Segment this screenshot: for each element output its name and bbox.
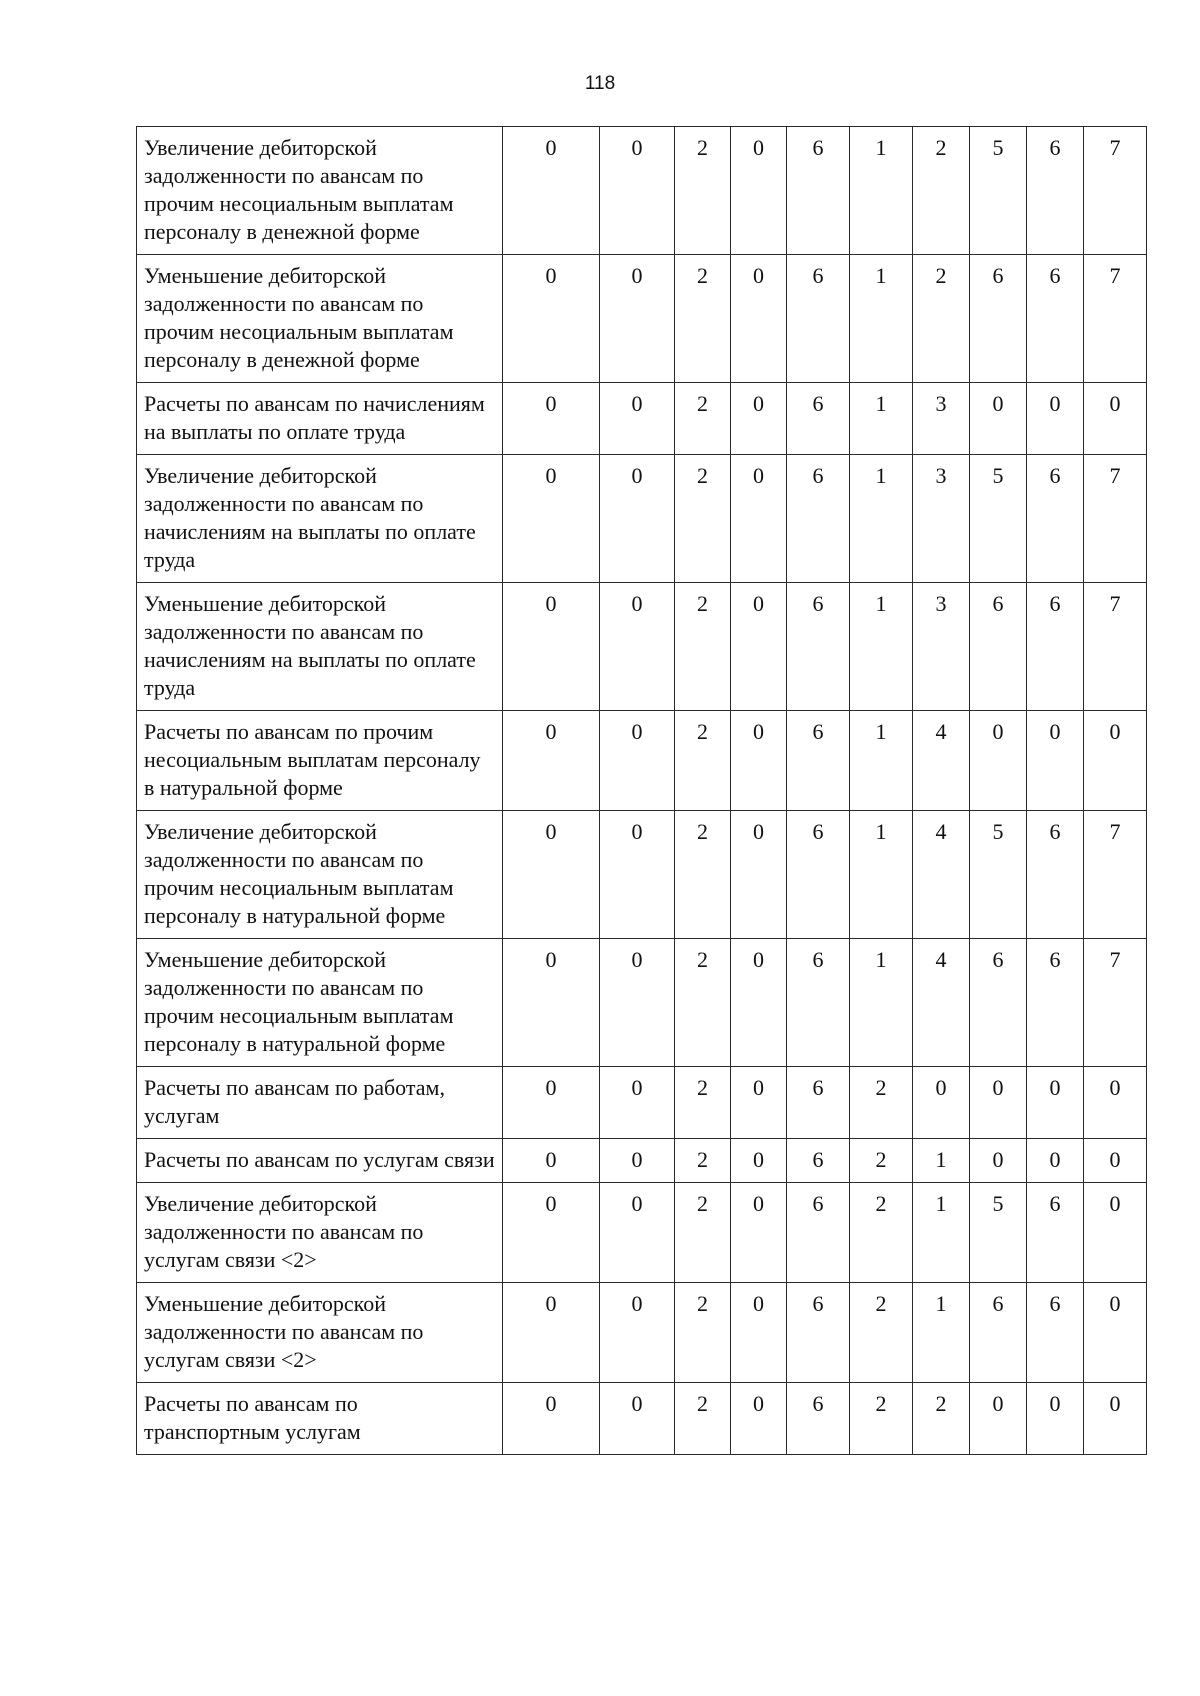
code-digit-cell: 0 — [731, 1283, 787, 1383]
code-digit-cell: 0 — [1084, 711, 1147, 811]
code-digit-cell: 2 — [675, 455, 731, 583]
code-digit-cell: 0 — [1027, 1383, 1084, 1455]
code-digit-cell: 0 — [1027, 1067, 1084, 1139]
code-digit-cell: 2 — [675, 583, 731, 711]
row-name-cell: Уменьшение дебиторской задолженности по авансам по прочим несоциальным выплатам персоналу в натуральной форме — [137, 939, 503, 1067]
code-digit-cell: 0 — [503, 1139, 600, 1183]
row-name-cell: Расчеты по авансам по начислениям на выплаты по оплате труда — [137, 383, 503, 455]
code-digit-cell: 0 — [503, 711, 600, 811]
code-digit-cell: 2 — [850, 1283, 913, 1383]
code-digit-cell: 6 — [787, 1183, 850, 1283]
code-digit-cell: 6 — [1027, 583, 1084, 711]
code-digit-cell: 0 — [503, 383, 600, 455]
row-name-cell: Расчеты по авансам по прочим несоциальным выплатам персоналу в натуральной форме — [137, 711, 503, 811]
code-digit-cell: 6 — [1027, 255, 1084, 383]
code-digit-cell: 0 — [503, 255, 600, 383]
code-digit-cell: 0 — [503, 1067, 600, 1139]
code-digit-cell: 0 — [503, 127, 600, 255]
code-digit-cell: 2 — [675, 383, 731, 455]
code-digit-cell: 0 — [731, 455, 787, 583]
code-digit-cell: 1 — [850, 383, 913, 455]
code-digit-cell: 0 — [970, 1139, 1027, 1183]
row-name-cell: Уменьшение дебиторской задолженности по авансам по услугам связи <2> — [137, 1283, 503, 1383]
code-digit-cell: 2 — [850, 1183, 913, 1283]
code-digit-cell: 1 — [850, 255, 913, 383]
code-digit-cell: 0 — [970, 1383, 1027, 1455]
code-digit-cell: 0 — [503, 1183, 600, 1283]
code-digit-cell: 0 — [731, 1139, 787, 1183]
code-digit-cell: 7 — [1084, 127, 1147, 255]
table-row — [137, 711, 1147, 811]
row-name-cell: Расчеты по авансам по услугам связи — [137, 1139, 503, 1183]
code-digit-cell: 0 — [600, 255, 675, 383]
code-digit-cell: 0 — [731, 127, 787, 255]
code-digit-cell: 5 — [970, 455, 1027, 583]
code-digit-cell: 2 — [675, 939, 731, 1067]
code-digit-cell: 1 — [850, 711, 913, 811]
code-digit-cell: 0 — [731, 1067, 787, 1139]
code-digit-cell: 6 — [787, 1139, 850, 1183]
code-digit-cell: 7 — [1084, 939, 1147, 1067]
code-digit-cell: 6 — [1027, 811, 1084, 939]
code-digit-cell: 0 — [731, 583, 787, 711]
table-row — [137, 455, 1147, 583]
code-digit-cell: 0 — [600, 939, 675, 1067]
code-digit-cell: 6 — [970, 939, 1027, 1067]
code-digit-cell: 0 — [503, 811, 600, 939]
code-digit-cell: 6 — [787, 1067, 850, 1139]
table-row — [137, 1067, 1147, 1139]
code-digit-cell: 3 — [913, 383, 970, 455]
code-digit-cell: 1 — [850, 455, 913, 583]
code-digit-cell: 2 — [675, 255, 731, 383]
table-row — [137, 1183, 1147, 1283]
table-row — [137, 127, 1147, 255]
code-digit-cell: 0 — [600, 1183, 675, 1283]
code-digit-cell: 0 — [970, 711, 1027, 811]
code-digit-cell: 0 — [1027, 383, 1084, 455]
code-digit-cell: 0 — [503, 583, 600, 711]
code-digit-cell: 2 — [913, 255, 970, 383]
code-digit-cell: 6 — [1027, 1283, 1084, 1383]
code-digit-cell: 0 — [1027, 1139, 1084, 1183]
code-digit-cell: 2 — [675, 1383, 731, 1455]
row-name-cell: Уменьшение дебиторской задолженности по авансам по начислениям на выплаты по оплате труда — [137, 583, 503, 711]
code-digit-cell: 0 — [600, 583, 675, 711]
code-digit-cell: 1 — [913, 1139, 970, 1183]
code-digit-cell: 6 — [787, 255, 850, 383]
code-digit-cell: 6 — [787, 1383, 850, 1455]
code-digit-cell: 6 — [787, 583, 850, 711]
code-digit-cell: 0 — [503, 939, 600, 1067]
code-digit-cell: 0 — [970, 1067, 1027, 1139]
code-digit-cell: 0 — [731, 255, 787, 383]
code-digit-cell: 6 — [787, 811, 850, 939]
code-digit-cell: 0 — [600, 1383, 675, 1455]
code-digit-cell: 5 — [970, 811, 1027, 939]
code-digit-cell: 2 — [850, 1383, 913, 1455]
table-body — [137, 127, 1147, 1455]
code-digit-cell: 2 — [913, 1383, 970, 1455]
code-digit-cell: 0 — [1027, 711, 1084, 811]
code-digit-cell: 6 — [1027, 455, 1084, 583]
table-row — [137, 811, 1147, 939]
table-row — [137, 939, 1147, 1067]
code-digit-cell: 0 — [503, 1283, 600, 1383]
code-digit-cell: 4 — [913, 811, 970, 939]
code-digit-cell: 3 — [913, 455, 970, 583]
code-digit-cell: 6 — [970, 583, 1027, 711]
code-digit-cell: 0 — [1084, 1283, 1147, 1383]
code-digit-cell: 1 — [850, 811, 913, 939]
code-digit-cell: 6 — [787, 455, 850, 583]
code-digit-cell: 7 — [1084, 811, 1147, 939]
code-digit-cell: 0 — [503, 455, 600, 583]
code-digit-cell: 6 — [787, 127, 850, 255]
row-name-cell: Увеличение дебиторской задолженности по авансам по услугам связи <2> — [137, 1183, 503, 1283]
code-digit-cell: 3 — [913, 583, 970, 711]
code-digit-cell: 2 — [675, 1067, 731, 1139]
table-row — [137, 1139, 1147, 1183]
code-digit-cell: 6 — [787, 711, 850, 811]
account-codes-table — [136, 126, 1147, 1455]
code-digit-cell: 0 — [731, 1383, 787, 1455]
code-digit-cell: 0 — [731, 383, 787, 455]
code-digit-cell: 0 — [970, 383, 1027, 455]
code-digit-cell: 1 — [913, 1183, 970, 1283]
code-digit-cell: 0 — [1084, 1183, 1147, 1283]
code-digit-cell: 0 — [913, 1067, 970, 1139]
code-digit-cell: 4 — [913, 711, 970, 811]
code-digit-cell: 0 — [600, 1067, 675, 1139]
code-digit-cell: 0 — [503, 1383, 600, 1455]
code-digit-cell: 1 — [850, 939, 913, 1067]
code-digit-cell: 2 — [850, 1139, 913, 1183]
code-digit-cell: 7 — [1084, 255, 1147, 383]
row-name-cell: Увеличение дебиторской задолженности по авансам по прочим несоциальным выплатам персоналу в денежной форме — [137, 127, 503, 255]
code-digit-cell: 2 — [675, 811, 731, 939]
code-digit-cell: 5 — [970, 127, 1027, 255]
code-digit-cell: 4 — [913, 939, 970, 1067]
code-digit-cell: 2 — [850, 1067, 913, 1139]
code-digit-cell: 6 — [787, 383, 850, 455]
code-digit-cell: 0 — [600, 1283, 675, 1383]
code-digit-cell: 2 — [675, 1139, 731, 1183]
code-digit-cell: 2 — [913, 127, 970, 255]
code-digit-cell: 0 — [731, 711, 787, 811]
table-row — [137, 1383, 1147, 1455]
code-digit-cell: 0 — [731, 939, 787, 1067]
row-name-cell: Увеличение дебиторской задолженности по авансам по начислениям на выплаты по оплате труда — [137, 455, 503, 583]
code-digit-cell: 1 — [850, 583, 913, 711]
code-digit-cell: 1 — [913, 1283, 970, 1383]
code-digit-cell: 0 — [600, 127, 675, 255]
code-digit-cell: 0 — [1084, 383, 1147, 455]
table-row — [137, 255, 1147, 383]
code-digit-cell: 2 — [675, 1183, 731, 1283]
code-digit-cell: 0 — [731, 811, 787, 939]
row-name-cell: Расчеты по авансам по транспортным услугам — [137, 1383, 503, 1455]
table-row — [137, 1283, 1147, 1383]
code-digit-cell: 5 — [970, 1183, 1027, 1283]
page-number: 118 — [584, 73, 616, 94]
code-digit-cell: 6 — [970, 255, 1027, 383]
code-digit-cell: 0 — [1084, 1067, 1147, 1139]
code-digit-cell: 0 — [600, 455, 675, 583]
code-digit-cell: 0 — [600, 1139, 675, 1183]
code-digit-cell: 6 — [1027, 127, 1084, 255]
code-digit-cell: 2 — [675, 711, 731, 811]
table-row — [137, 383, 1147, 455]
code-digit-cell: 2 — [675, 1283, 731, 1383]
code-digit-cell: 0 — [1084, 1383, 1147, 1455]
code-digit-cell: 0 — [731, 1183, 787, 1283]
code-digit-cell: 6 — [1027, 939, 1084, 1067]
row-name-cell: Увеличение дебиторской задолженности по авансам по прочим несоциальным выплатам персоналу в натуральной форме — [137, 811, 503, 939]
code-digit-cell: 2 — [675, 127, 731, 255]
code-digit-cell: 0 — [600, 711, 675, 811]
table-row — [137, 583, 1147, 711]
code-digit-cell: 6 — [1027, 1183, 1084, 1283]
code-digit-cell: 7 — [1084, 455, 1147, 583]
code-digit-cell: 0 — [1084, 1139, 1147, 1183]
code-digit-cell: 0 — [600, 383, 675, 455]
code-digit-cell: 7 — [1084, 583, 1147, 711]
code-digit-cell: 6 — [787, 1283, 850, 1383]
code-digit-cell: 0 — [600, 811, 675, 939]
code-digit-cell: 6 — [970, 1283, 1027, 1383]
code-digit-cell: 6 — [787, 939, 850, 1067]
row-name-cell: Уменьшение дебиторской задолженности по авансам по прочим несоциальным выплатам персоналу в денежной форме — [137, 255, 503, 383]
code-digit-cell: 1 — [850, 127, 913, 255]
row-name-cell: Расчеты по авансам по работам, услугам — [137, 1067, 503, 1139]
